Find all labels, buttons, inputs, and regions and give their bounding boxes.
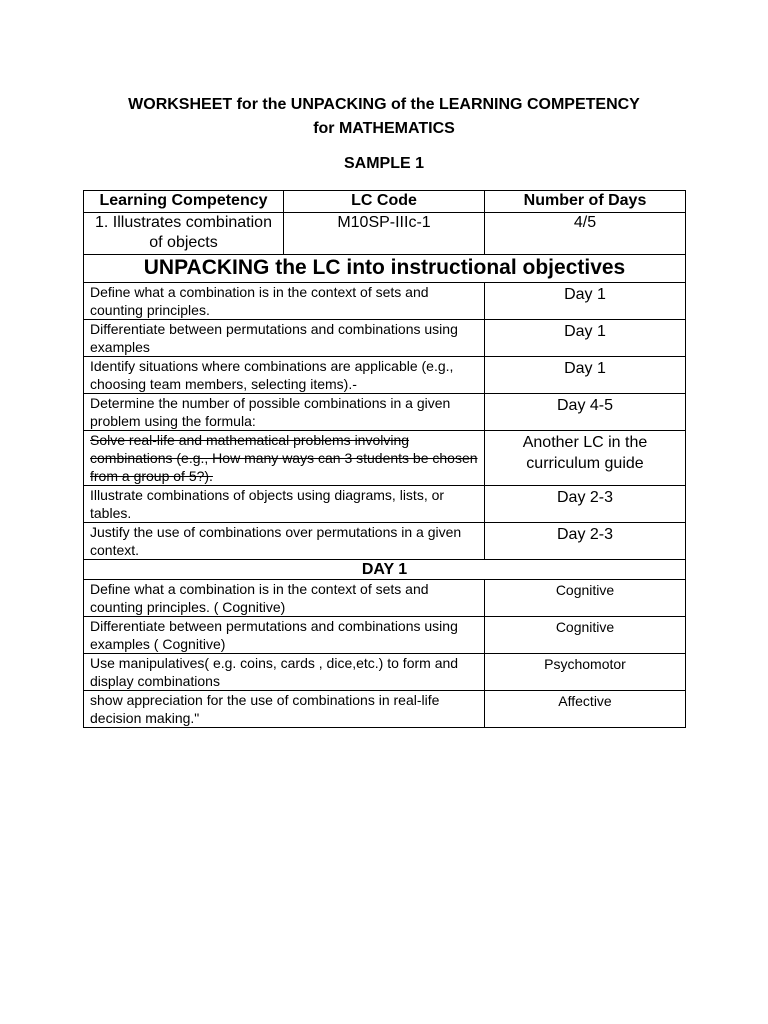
day1-objective-text: Define what a combination is in the context of sets and counting principles. ( Cognitive) bbox=[84, 580, 485, 617]
column-header-lc-code: LC Code bbox=[284, 191, 485, 213]
objective-day: Day 2-3 bbox=[485, 486, 686, 523]
column-header-learning-competency: Learning Competency bbox=[84, 191, 284, 213]
objective-day: Day 4-5 bbox=[485, 394, 686, 431]
objective-row bbox=[84, 283, 686, 320]
objective-text: Justify the use of combinations over permutations in a given context. bbox=[84, 523, 485, 560]
objective-row bbox=[84, 523, 686, 560]
objective-day: Day 1 bbox=[485, 320, 686, 357]
day1-objective-text: show appreciation for the use of combinations in real-life decision making." bbox=[84, 691, 485, 728]
day1-header-row bbox=[84, 560, 686, 580]
competency-days: 4/5 bbox=[485, 213, 686, 255]
day1-objective-row bbox=[84, 617, 686, 654]
objective-row bbox=[84, 486, 686, 523]
day1-objective-row bbox=[84, 580, 686, 617]
objective-text: Differentiate between permutations and combinations using examples bbox=[84, 320, 485, 357]
unpacking-table bbox=[83, 190, 686, 728]
objective-day: Day 2-3 bbox=[485, 523, 686, 560]
day1-objective-domain: Affective bbox=[485, 691, 686, 728]
day1-objective-text: Differentiate between permutations and combinations using examples ( Cognitive) bbox=[84, 617, 485, 654]
unpacking-banner: UNPACKING the LC into instructional objectives bbox=[84, 255, 686, 283]
worksheet-title bbox=[0, 93, 768, 141]
objective-text: Determine the number of possible combinations in a given problem using the formula: bbox=[84, 394, 485, 431]
day1-objective-row bbox=[84, 691, 686, 728]
column-header-number-of-days: Number of Days bbox=[485, 191, 686, 213]
competency-row bbox=[84, 213, 686, 255]
table-header-row bbox=[84, 191, 686, 213]
objective-day: Another LC in the curriculum guide bbox=[485, 431, 686, 486]
objective-text: Illustrate combinations of objects using diagrams, lists, or tables. bbox=[84, 486, 485, 523]
objective-row bbox=[84, 394, 686, 431]
sample-heading: SAMPLE 1 bbox=[343, 155, 424, 172]
day1-objective-row bbox=[84, 654, 686, 691]
objective-text: Identify situations where combinations are applicable (e.g., choosing team members, selecting items).- bbox=[84, 357, 485, 394]
worksheet-title-line2: for MATHEMATICS bbox=[313, 120, 455, 137]
objective-row bbox=[84, 320, 686, 357]
objective-day: Day 1 bbox=[485, 357, 686, 394]
competency-code: M10SP-IIIc-1 bbox=[284, 213, 485, 255]
objective-text-struck: Solve real-life and mathematical problems involving combinations (e.g., How many ways can 3 students be chosen from a group of 5?). bbox=[84, 431, 485, 486]
competency-description: 1. Illustrates combination of objects bbox=[84, 213, 284, 255]
objective-row-struck bbox=[84, 431, 686, 486]
objective-row bbox=[84, 357, 686, 394]
objective-day: Day 1 bbox=[485, 283, 686, 320]
day1-objective-domain: Cognitive bbox=[485, 580, 686, 617]
objective-text: Define what a combination is in the context of sets and counting principles. bbox=[84, 283, 485, 320]
day1-objective-text: Use manipulatives( e.g. coins, cards , dice,etc.) to form and display combinations bbox=[84, 654, 485, 691]
worksheet-title-line1: WORKSHEET for the UNPACKING of the LEARNING COMPETENCY bbox=[128, 96, 640, 113]
day1-heading: DAY 1 bbox=[84, 560, 686, 580]
day1-objective-domain: Cognitive bbox=[485, 617, 686, 654]
unpacking-banner-row bbox=[84, 255, 686, 283]
day1-objective-domain: Psychomotor bbox=[485, 654, 686, 691]
